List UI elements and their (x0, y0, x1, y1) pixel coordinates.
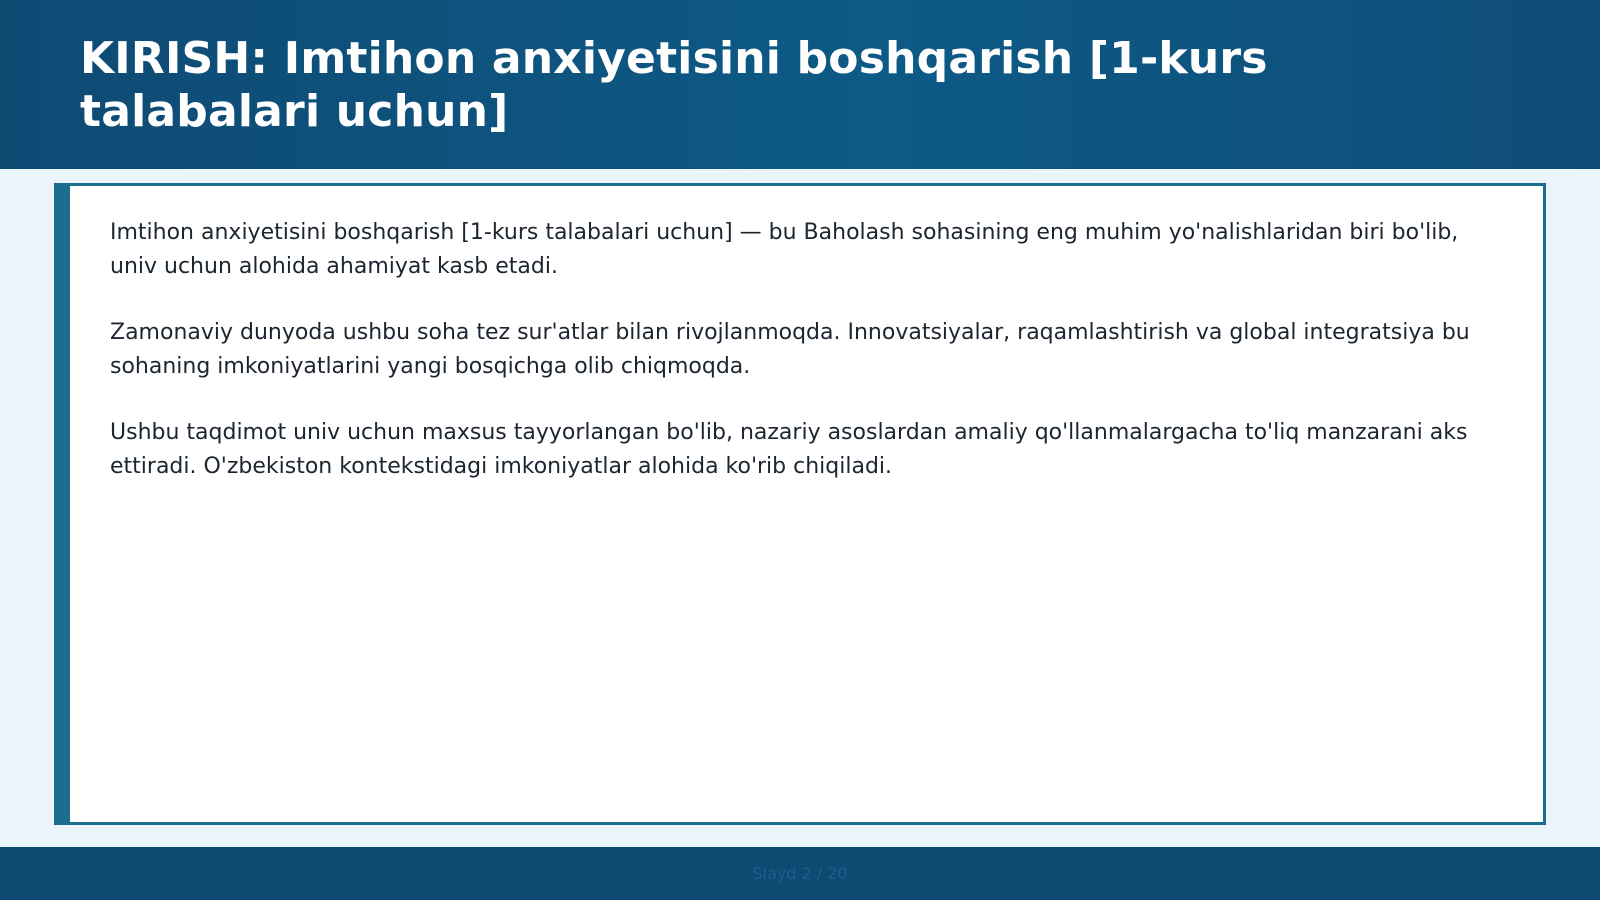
slide-title: KIRISH: Imtihon anxiyetisini boshqarish [1-kurs talabalari uchun] (80, 33, 1268, 137)
slide-footer (0, 847, 1600, 900)
paragraph-intro: Imtihon anxiyetisini boshqarish [1-kurs talabalari uchun] — bu Baholash sohasining eng muhim yo'nalishlaridan biri bo'lib, univ uchun alohida ahamiyat kasb etadi. (110, 220, 1459, 279)
slide-header (0, 0, 1600, 169)
slide-number: Slayd 2 / 20 (752, 864, 848, 883)
content-card (54, 183, 1546, 825)
paragraph-modern-world: Zamonaviy dunyoda ushbu soha tez sur'atlar bilan rivojlanmoqda. Innovatsiyalar, raqamlashtirish va global integratsiya bu sohaning imkoniyatlarini yangi bosqichga olib chiqmoqda. (110, 320, 1470, 379)
paragraph-presentation: Ushbu taqdimot univ uchun maxsus tayyorlangan bo'lib, nazariy asoslardan amaliy qo'llanmalargacha to'liq manzarani aks ettiradi. O'zbekiston kontekstidagi imkoniyatlar alohida ko'rib chiqiladi. (110, 420, 1468, 479)
